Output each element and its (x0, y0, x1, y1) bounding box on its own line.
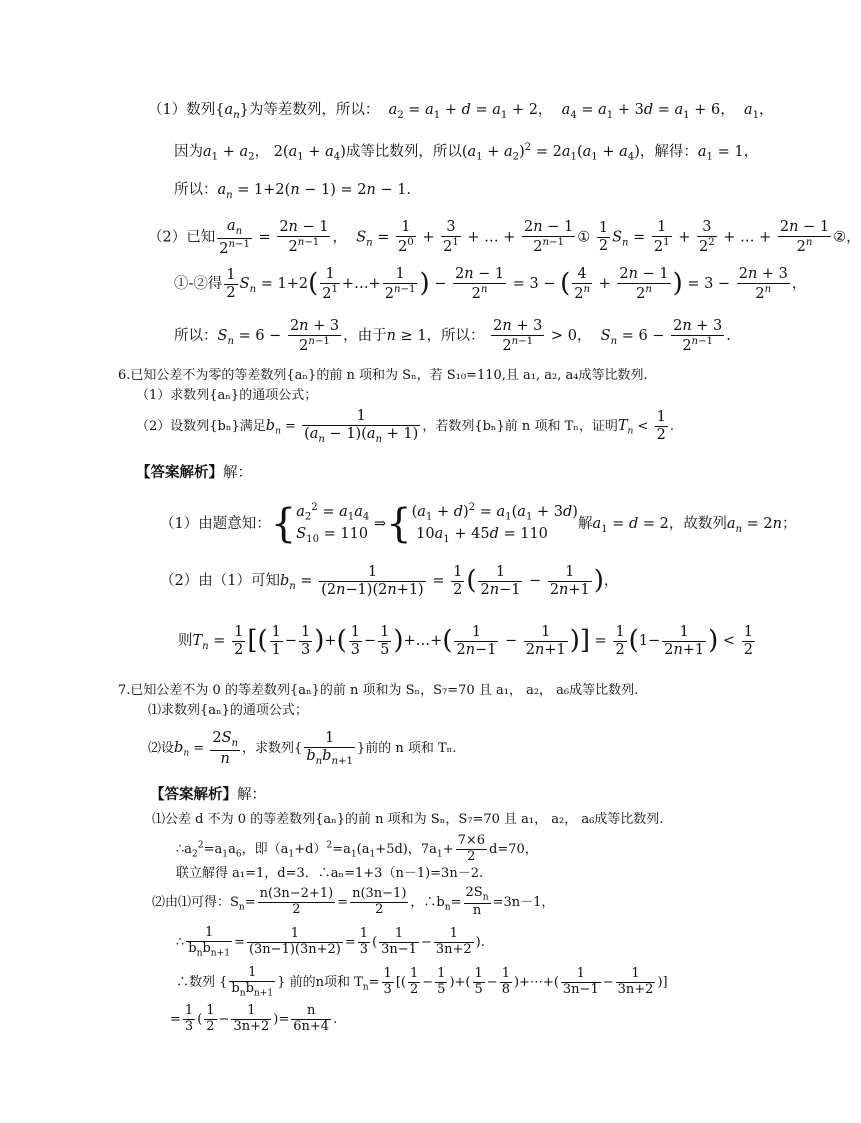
q7-solution-line7: = $\frac{1}{3}$ ( $\frac{1}{2}$ − $\frac{1}{3n+2}$ )= $\frac{n}{6n+4}$ . (170, 1003, 338, 1034)
q6-sub1: （1）求数列{aₙ}的通项公式； (136, 388, 318, 403)
q6-solution-3: 则$T_n$ = $\frac{1}{2}$ [( $\frac{1}{1}$ − $\frac{1}{3}$ )+( $\frac{1}{3}$ − $\frac{1}{5}$ )+…+( $\frac{1}{2n-1}$ − $\frac{1}{2n+1}$ )] = $\frac{1}{2}$ (1− $\frac{1}{2n+1}$ ) < $\frac{1}{2}$ (178, 624, 753, 658)
q7-solution-line3: 联立解得 a₁=1，d=3．∴aₙ=1+3（n－1)=3n－2. (176, 866, 484, 881)
q7-sub1: ⑴求数列{aₙ}的通项公式； (148, 703, 308, 718)
q7-solution-line4: ⑵由⑴可得：$S_n=$ $\frac{n(3n-2+1)}{2}$ = $\frac{n(3n-1)}{2}$ ，$\therefore b_n=$ $\frac{2S_n}{n}$ =3n－1， (152, 885, 555, 919)
q7-title: 7.已知公差不为 0 的等差数列{aₙ}的前 n 项和为 Sₙ，S₇=70 且 a₁， a₂， a₆成等比数列. (118, 683, 639, 698)
p5-part1-line3: 所以：$a_n = 1+2(n - 1) = 2n - 1$. (174, 182, 412, 201)
q6-solution-2: （2）由（1）可知$b_n$ = $\frac{1}{(2n-1)(2n+1)}$ = $\frac{1}{2}$ ( $\frac{1}{2n-1}$ − $\frac{1}{2n+1}$ )， (160, 564, 619, 598)
p5-part2-line2: ①-②得 $\frac{1}{2}$ $S_n = 1+2$( $\frac{1}{2^1}$ +…+ $\frac{1}{2^{n-1}}$ ) − $\frac{2n - 1}{2^n}$ = 3 − ( $\frac{4}{2^n}$ + $\frac{2n - 1}{2^n}$ ) = 3 − $\frac{2n + 3}{2^n}$ ， (174, 266, 807, 302)
p5-part1-line2: 因为$a_1 + a_2$， $2(a_1 + a_4)$成等比数列，所以$(a_1 + a_2)^2 = 2a_1(a_1 + a_4)$，解得：$a_1 = 1$， (174, 142, 759, 163)
q7-sub2: ⑵设$b_n$ = $\frac{2S_n}{n}$ ，求数列{ $\frac{1}{b_nb_{n+1}}$ }前的 n 项和 Tₙ. (148, 730, 457, 767)
q6-title: 6.已知公差不为零的等差数列{aₙ}的前 n 项和为 Sₙ，若 S₁₀=110,且 a₁, a₂, a₄成等比数列. (118, 368, 648, 383)
p5-part1-line1: （1）数列$\{a_n\}$为等差数列，所以： $a_2 = a_1 + d = a_1 + 2$， $a_4 = a_1 + 3d = a_1 + 6$， $a_1$， (148, 102, 774, 121)
q6-solution-1: （1）由题意知：{ $a_2^2 = a_1a_4$ $S_{10} = 110$ ⇒{ $(a_1 + d)^2 = a_1(a_1 + 3d)$ $10a_1 + 45d = 110$ 解$a_1 = d = 2$，故数列$a_n = 2n$； (160, 501, 797, 547)
p5-part2-line3: 所以：$S_n = 6$ − $\frac{2n + 3}{2^{n-1}}$ ，由于n ≥ 1，所以： $\frac{2n + 3}{2^{n-1}}$ > 0， $S_n = 6$ − $\frac{2n + 3}{2^{n-1}}$ . (174, 318, 731, 354)
q7-solution-line6: ∴数列 { $\frac{1}{b_nb_{n+1}}$ } 前的n项和 $T_n=$ $\frac{1}{3}$ [( $\frac{1}{2}$ − $\frac{1}{5}$ )+( $\frac{1}{5}$ − $\frac{1}{8}$ )+⋯+( $\frac{1}{3n-1}$ − $\frac{1}{3n+2}$ )] (176, 965, 668, 999)
q7-solution-line1: ⑴公差 d 不为 0 的等差数列{aₙ}的前 n 项和为 Sₙ，S₇=70 且 a₁， a₂， a₆成等比数列. (152, 812, 664, 827)
q6-answer-label: 【答案解析】解： (136, 464, 252, 481)
q7-solution-line2: $\therefore a_2^2=a_1a_6$，即$(a_1+d)^2=a_1(a_1+5d)$，$7a_1+$ $\frac{7\times 6}{2}$ d=70， (176, 833, 538, 864)
q7-solution-line5: ∴ $\frac{1}{b_nb_{n+1}}$ = $\frac{1}{(3n-1)(3n+2)}$ = $\frac{1}{3}$ ( $\frac{1}{3n-1}$ − $\frac{1}{3n+2}$ ). (176, 925, 485, 959)
p5-part2-line1: （2）已知 $\frac{a_n}{2^{n-1}}$ = $\frac{2n - 1}{2^{n-1}}$ ， $S_n$ = $\frac{1}{2^0}$ + $\frac{3}{2^1}$ + … + $\frac{2n - 1}{2^{n-1}}$ ① $\frac{1}{2}$ $S_n$ = $\frac{1}{2^1}$ + $\frac{3}{2^2}$ + … + $\frac{2n - 1}{2^n}$ ②， (148, 218, 861, 257)
q7-answer-label: 【答案解析】解： (150, 786, 266, 803)
q6-sub2: （2）设数列{bₙ}满足$b_n$ = $\frac{1}{(a_n - 1)(a_n + 1)}$ ，若数列{bₙ}前 n 项和 Tₙ，证明$T_n$ < $\frac{1}{2}$ . (136, 408, 674, 445)
